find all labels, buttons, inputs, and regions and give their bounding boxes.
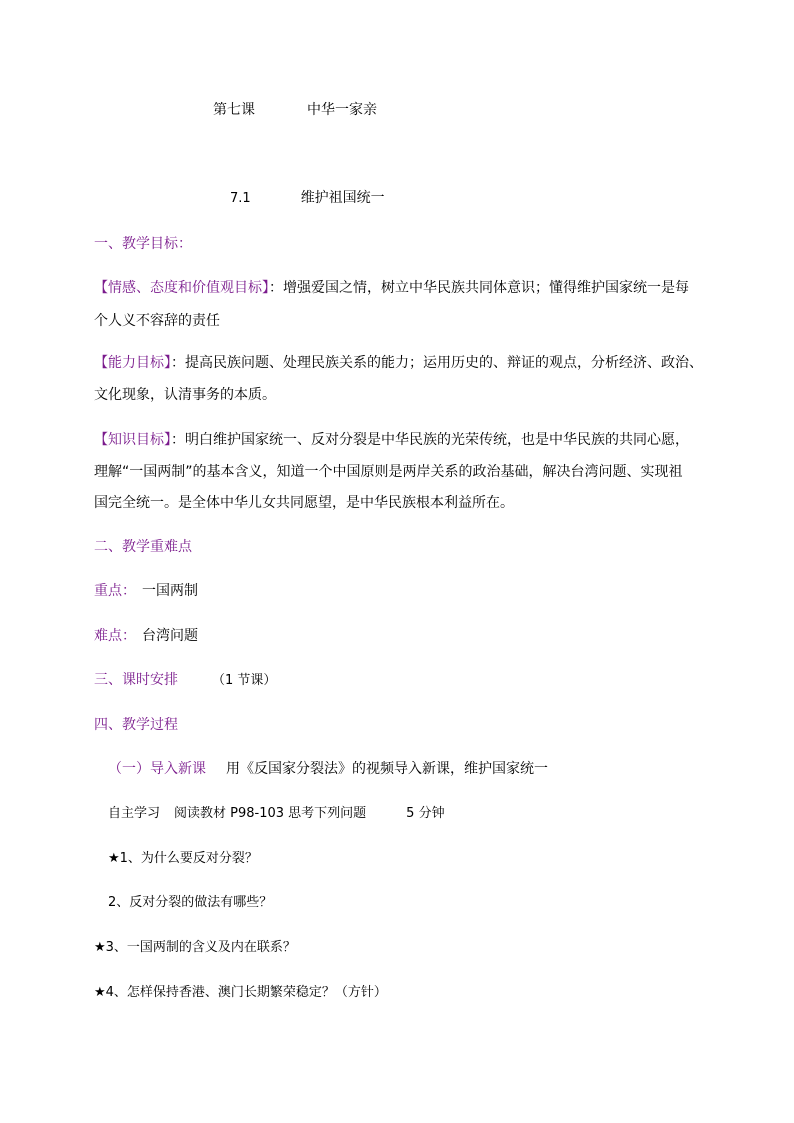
intro-text: 用《反国家分裂法》的视频导入新课，维护国家统一 (226, 761, 548, 777)
section-name: 维护祖国统一 (300, 190, 385, 206)
question-1: ★1、为什么要反对分裂？ (108, 851, 258, 866)
emotion-goal-line2: 个人义不容辞的责任 (94, 313, 220, 329)
self-study-task: 阅读教材 P98-103 思考下列问题 (174, 806, 367, 821)
lesson-name: 中华一家亲 (307, 102, 377, 118)
key-point (94, 581, 198, 601)
difficult-point (94, 626, 198, 646)
heading-teaching-goals: 一、教学目标： (94, 236, 192, 252)
section-title (230, 188, 385, 209)
heading-teaching-process: 四、教学过程 (94, 717, 178, 733)
self-study-label: 自主学习 (108, 806, 161, 821)
question-4: ★4、怎样保持香港、澳门长期繁荣稳定？（方针） (94, 985, 387, 1000)
ability-goal-line2: 文化现象，认清事务的本质。 (94, 387, 276, 403)
emotion-goal-text: ：增强爱国之情，树立中华民族共同体意识；懂得维护国家统一是每 (269, 280, 689, 296)
intro-label: （一）导入新课 (108, 761, 206, 777)
ability-goal-line1 (94, 353, 703, 373)
schedule-text: （1 节课） (212, 673, 277, 688)
difficult-point-text: 台湾问题 (142, 628, 198, 644)
question-2: 2、反对分裂的做法有哪些？ (108, 895, 273, 910)
heading-key-points: 二、教学重难点 (94, 539, 192, 555)
knowledge-goal-line3: 国完全统一。是全体中华儿女共同愿望，是中华民族根本利益所在。 (94, 495, 514, 511)
difficult-point-label: 难点： (94, 628, 136, 644)
schedule (94, 670, 276, 691)
knowledge-goal-label: 【知识目标】 (94, 432, 171, 448)
section-number: 7.1 (230, 191, 251, 206)
knowledge-goal-line2: 理解“一国两制”的基本含义，知道一个中国原则是两岸关系的政治基础，解决台湾问题、实现祖 (94, 464, 683, 480)
question-3: ★3、一国两制的含义及内在联系？ (94, 940, 296, 955)
self-study-time: 5 分钟 (406, 806, 445, 821)
emotion-goal-line1 (94, 278, 689, 298)
key-point-label: 重点： (94, 583, 136, 599)
lesson-title (213, 100, 377, 120)
ability-goal-text: ：提高民族问题、处理民族关系的能力；运用历史的、辩证的观点，分析经济、政治、 (171, 355, 703, 371)
emotion-goal-label: 【情感、态度和价值观目标】 (94, 280, 269, 296)
knowledge-goal-text: ：明白维护国家统一、反对分裂是中华民族的光荣传统，也是中华民族的共同心愿， (171, 432, 689, 448)
key-point-text: 一国两制 (142, 583, 198, 599)
ability-goal-label: 【能力目标】 (94, 355, 171, 371)
knowledge-goal-line1 (94, 430, 689, 450)
intro-new-lesson (108, 759, 548, 779)
self-study (108, 804, 445, 824)
lesson-number: 第七课 (213, 102, 255, 118)
heading-schedule: 三、课时安排 (94, 672, 178, 688)
